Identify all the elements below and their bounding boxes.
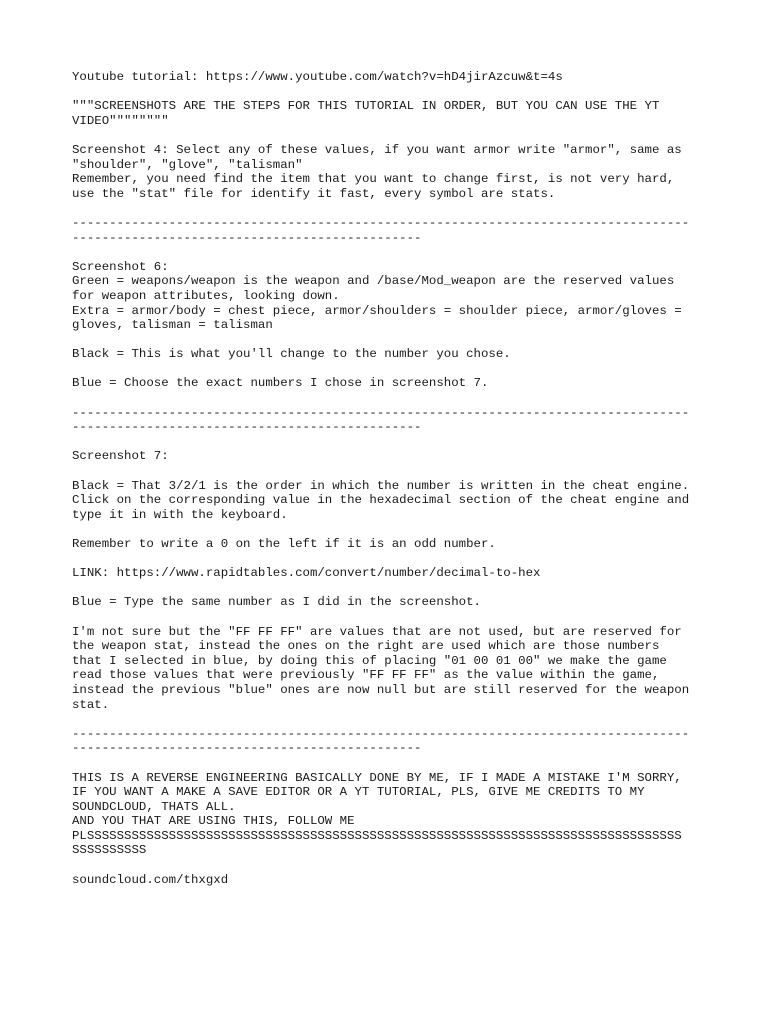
text-line: that I selected in blue, by doing this of placing "01 00 01 00" we make the game <box>72 653 667 668</box>
text-line: ----------------------------------------------------------------------------------- <box>72 215 690 230</box>
text-line: read those values that were previously "FF FF FF" as the value within the game, <box>72 668 660 683</box>
paragraph <box>72 449 702 464</box>
paragraph <box>72 873 702 888</box>
text-line: Remember to write a 0 on the left if it is an odd number. <box>72 537 496 551</box>
text-line: stat. <box>72 697 110 712</box>
text-line: for weapon attributes, looking down. <box>72 288 340 303</box>
paragraph <box>72 566 702 581</box>
text-line: instead the previous "blue" ones are now null but are still reserved for the weapon <box>72 682 690 697</box>
text-line: Extra = armor/body = chest piece, armor/shoulders = shoulder piece, armor/gloves = <box>72 303 682 318</box>
paragraph <box>72 143 702 201</box>
text-line: SSSSSSSSSS <box>72 843 147 858</box>
text-line: Remember, you need find the item that you want to change first, is not very hard, <box>72 172 675 187</box>
paragraph <box>72 347 702 362</box>
text-line: Green = weapons/weapon is the weapon and /base/Mod_weapon are the reserved values <box>72 274 675 289</box>
text-line: SOUNDCLOUD, THATS ALL. <box>72 799 236 814</box>
text-line: LINK: https://www.rapidtables.com/convert/number/decimal-to-hex <box>72 566 541 581</box>
text-line: Blue = Type the same number as I did in the screenshot. <box>72 595 481 610</box>
text-line: THIS IS A REVERSE ENGINEERING BASICALLY DONE BY ME, IF I MADE A MISTAKE I'M SORRY, <box>72 770 682 785</box>
text-line: ----------------------------------------------- <box>72 741 422 756</box>
paragraph <box>72 406 702 435</box>
text-line: """SCREENSHOTS ARE THE STEPS FOR THIS TUTORIAL IN ORDER, BUT YOU CAN USE THE YT <box>72 99 660 114</box>
text-line: ----------------------------------------------- <box>72 420 422 435</box>
text-line: Black = This is what you'll change to the number you chose. <box>72 347 511 362</box>
text-line: Youtube tutorial: https://www.youtube.com/watch?v=hD4jirAzcuw&t=4s <box>72 70 563 84</box>
text-line: ----------------------------------------------------------------------------------- <box>72 726 690 741</box>
text-line: Blue = Choose the exact numbers I chose in screenshot 7. <box>72 376 489 391</box>
text-line: Screenshot 7: <box>72 449 169 464</box>
text-line: PLSSSSSSSSSSSSSSSSSSSSSSSSSSSSSSSSSSSSSSSSSSSSSSSSSSSSSSSSSSSSSSSSSSSSSSSSSSSSSSSS <box>72 828 682 843</box>
paragraph <box>72 771 702 859</box>
paragraph <box>72 376 702 391</box>
text-line: Screenshot 6: <box>72 259 169 274</box>
text-line: the weapon stat, instead the ones on the right are used which are those numbers <box>72 639 660 654</box>
text-line: VIDEO"""""""" <box>72 113 169 128</box>
paragraph <box>72 625 702 713</box>
paragraph <box>72 537 702 552</box>
text-line: soundcloud.com/thxgxd <box>72 872 229 887</box>
paragraph <box>72 216 702 245</box>
text-line: IF YOU WANT A MAKE A SAVE EDITOR OR A YT TUTORIAL, PLS, GIVE ME CREDITS TO MY <box>72 785 645 800</box>
text-line: "shoulder", "glove", "talisman" <box>72 157 303 172</box>
paragraph <box>72 70 702 85</box>
text-line: gloves, talisman = talisman <box>72 318 273 333</box>
text-line: use the "stat" file for identify it fast, every symbol are stats. <box>72 186 556 201</box>
paragraph <box>72 99 702 128</box>
text-line: I'm not sure but the "FF FF FF" are values that are not used, but are reserved for <box>72 624 682 639</box>
text-line: Click on the corresponding value in the hexadecimal section of the cheat engine and <box>72 493 690 508</box>
document-body <box>72 70 702 902</box>
text-line: ----------------------------------------------- <box>72 230 422 245</box>
text-line: type it in with the keyboard. <box>72 507 288 522</box>
paragraph <box>72 260 702 333</box>
text-line: AND YOU THAT ARE USING THIS, FOLLOW ME <box>72 814 355 829</box>
paragraph <box>72 595 702 610</box>
text-line: Screenshot 4: Select any of these values, if you want armor write "armor", same as <box>72 142 682 157</box>
paragraph <box>72 727 702 756</box>
paragraph <box>72 479 702 523</box>
text-line: Black = That 3/2/1 is the order in which the number is written in the cheat engine. <box>72 478 690 493</box>
text-line: ----------------------------------------------------------------------------------- <box>72 405 690 420</box>
